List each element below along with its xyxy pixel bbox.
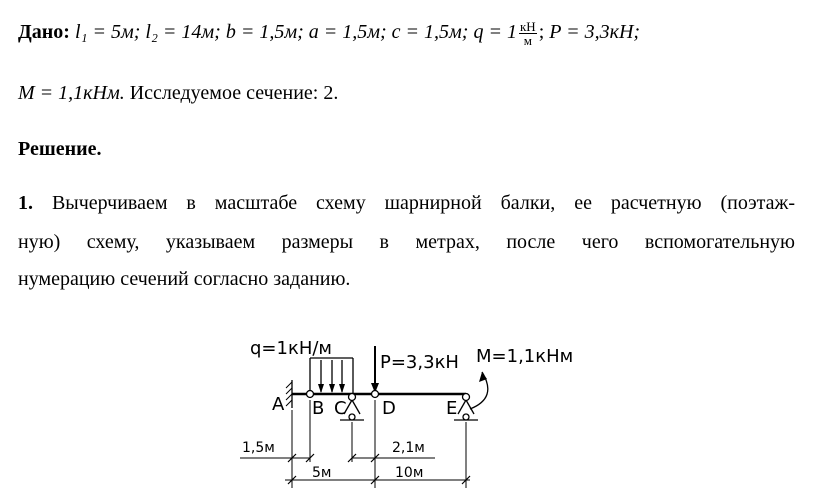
q-separator: ;	[538, 21, 545, 44]
q-unit-numerator: кН	[519, 19, 536, 34]
q-unit-denominator: м	[523, 33, 532, 48]
dim-label-1-5: 1,5м	[242, 440, 275, 456]
point-B-label: B	[312, 398, 325, 419]
q-arrowhead	[318, 384, 324, 393]
given-l1: l₁ = 5м;	[74, 21, 141, 44]
q-arrowhead	[339, 384, 345, 393]
hinge-E-bottom	[463, 414, 469, 420]
dim-label-2-1: 2,1м	[392, 440, 425, 456]
hinge-C-bottom	[349, 414, 355, 420]
P-force-label: P=3,3кН	[380, 352, 459, 373]
given-line-1	[18, 20, 640, 47]
q-arrowhead	[329, 384, 335, 393]
hinge-D	[372, 391, 379, 398]
hinge-E-top	[463, 394, 470, 401]
hinge-B	[307, 391, 314, 398]
support-E-right	[466, 400, 474, 414]
given-M: M = 1,1кНм.	[18, 82, 125, 104]
given-line-2	[18, 82, 338, 105]
point-D-label: D	[382, 398, 396, 419]
solution-heading: Решение.	[18, 138, 102, 160]
beam-diagram	[230, 330, 590, 495]
step1-text-1: Вычерчиваем в масштабе схему шарнирной балки, ее расчетную (поэтаж-	[51, 192, 796, 214]
hinge-C-top	[349, 394, 356, 401]
point-C-label: C	[334, 398, 347, 419]
dim-label-10: 10м	[395, 465, 424, 481]
M-moment-label: M=1,1кНм	[476, 346, 574, 367]
q-unit-fraction	[519, 20, 537, 47]
dim-label-5: 5м	[312, 465, 332, 481]
step1-line-2: ную) схему, указываем размеры в метрах, после чего вспомогательную	[18, 231, 795, 253]
given-q: q = 1	[473, 21, 517, 44]
wall-hatch	[286, 382, 292, 406]
given-P: P = 3,3кН;	[549, 21, 641, 44]
support-C-right	[352, 400, 360, 414]
given-c: c = 1,5м;	[391, 21, 469, 44]
given-a: a = 1,5м;	[308, 21, 387, 44]
point-E-label: E	[446, 398, 458, 419]
step1-line-3: нумерацию сечений согласно заданию.	[18, 268, 351, 290]
given-l2: l₂ = 14м;	[145, 21, 221, 44]
given-section: Исследуемое сечение: 2.	[129, 82, 339, 104]
given-b: b = 1,5м;	[225, 21, 304, 44]
support-E-left	[458, 400, 466, 414]
q-load-label: q=1кН/м	[250, 338, 333, 359]
point-A-label: A	[272, 394, 285, 415]
given-label: Дано:	[18, 21, 70, 44]
step1-line-1	[18, 192, 795, 215]
step1-number: 1.	[18, 192, 33, 214]
